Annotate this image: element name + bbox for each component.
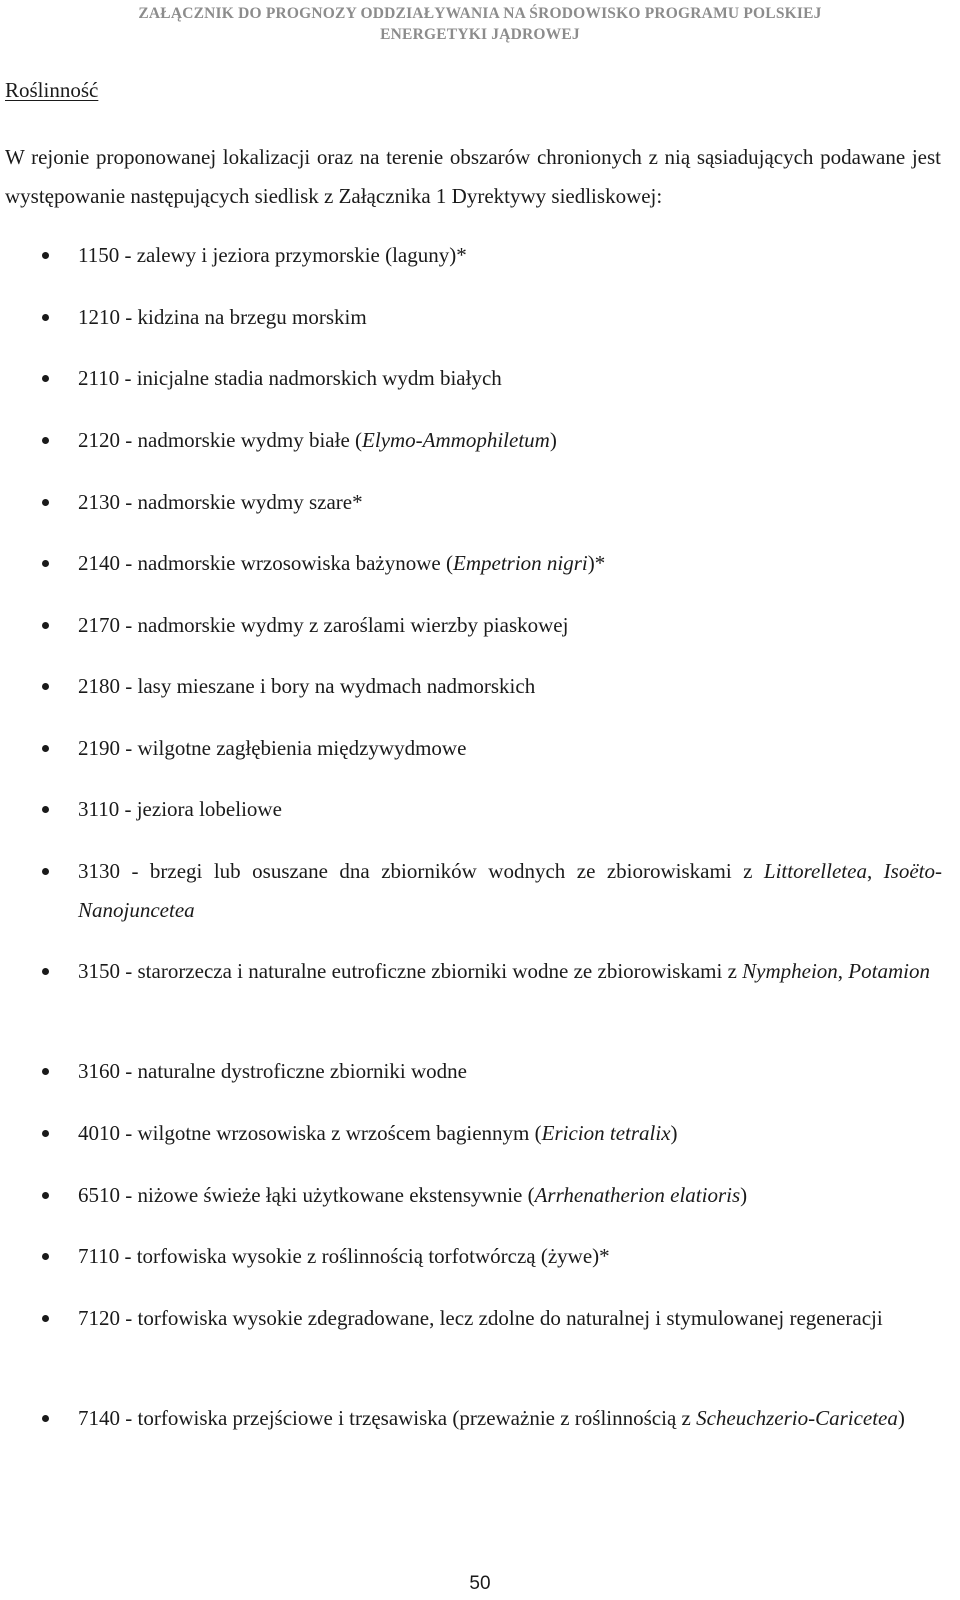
habitat-text [78, 544, 942, 583]
habitat-text-part: ) [740, 1183, 748, 1207]
latin-name: Elymo-Ammophiletum [362, 428, 550, 452]
bullet-icon [42, 1299, 52, 1338]
habitat-text [78, 1114, 942, 1153]
habitat-text-part: 6510 - niżowe świeże łąki użytkowane ekstensywnie ( [78, 1183, 535, 1207]
latin-name: Empetrion nigri [453, 551, 588, 575]
list-item [0, 298, 942, 337]
bullet-icon [42, 359, 52, 398]
bullet-icon [42, 1176, 52, 1215]
latin-name: Potamion [848, 959, 930, 983]
habitat-text-part: ) [897, 1406, 905, 1430]
habitat-text-part: ) [670, 1121, 678, 1145]
bullet-icon [42, 544, 52, 583]
habitat-text-part: 2130 - nadmorskie wydmy szare* [78, 490, 363, 514]
bullet-icon [42, 729, 52, 768]
list-item [0, 359, 942, 398]
habitat-text-part: 3130 - brzegi lub osuszane dna zbiorników wodnych ze zbiorowiskami z [78, 859, 764, 883]
bullet-icon [42, 298, 52, 337]
header-line-2: ENERGETYKI JĄDROWEJ [380, 26, 580, 43]
list-item [0, 483, 942, 522]
habitat-text [78, 421, 942, 460]
latin-name: Nympheion [742, 959, 838, 983]
list-item [0, 1176, 942, 1215]
latin-name: Littorelletea [763, 859, 867, 883]
list-item [0, 1299, 942, 1338]
list-item [0, 790, 942, 829]
list-item [0, 606, 942, 645]
habitat-text-part: 2140 - nadmorskie wrzosowiska bażynowe ( [78, 551, 453, 575]
latin-name: Scheuchzerio-Caricetea [696, 1406, 898, 1430]
habitat-text [78, 1176, 942, 1215]
bullet-icon [42, 1237, 52, 1276]
list-item [0, 1237, 942, 1276]
habitat-text [78, 790, 942, 829]
habitat-text [78, 359, 942, 398]
bullet-icon [42, 852, 52, 891]
habitat-text-part: ) [549, 428, 557, 452]
latin-name: Ericion tetralix [541, 1121, 671, 1145]
header-line-1: ZAŁĄCZNIK DO PROGNOZY ODDZIAŁYWANIA NA ŚRODOWISKO PROGRAMU POLSKIEJ [138, 5, 822, 22]
bullet-icon [42, 606, 52, 645]
bullet-icon [42, 1114, 52, 1153]
list-item [0, 729, 942, 768]
habitat-text-part: 3110 - jeziora lobeliowe [78, 797, 282, 821]
habitat-text [78, 729, 942, 768]
list-item [0, 544, 942, 583]
habitat-text [78, 952, 942, 991]
bullet-icon [42, 236, 52, 275]
list-item [0, 421, 942, 460]
list-item [0, 1114, 942, 1153]
list-item [0, 1399, 942, 1438]
latin-name: Isoëto-Nanojuncetea [78, 859, 942, 922]
habitat-text [78, 298, 942, 337]
habitat-text [78, 236, 942, 275]
habitat-text-part: , [866, 859, 884, 883]
bullet-icon [42, 667, 52, 706]
habitat-text-part: 2110 - inicjalne stadia nadmorskich wydm białych [78, 366, 502, 390]
list-item [0, 952, 942, 991]
habitat-text [78, 1052, 942, 1091]
habitat-text-part: 2170 - nadmorskie wydmy z zaroślami wierzby piaskowej [78, 613, 569, 637]
habitat-text-part: 3160 - naturalne dystroficzne zbiorniki wodne [78, 1059, 467, 1083]
list-item [0, 667, 942, 706]
bullet-icon [42, 1052, 52, 1091]
habitat-text-part: 2190 - wilgotne zagłębienia międzywydmowe [78, 736, 467, 760]
habitat-text [78, 852, 942, 929]
bullet-icon [42, 1399, 52, 1438]
intro-paragraph: W rejonie proponowanej lokalizacji oraz na terenie obszarów chronionych z nią sąsiadujących podawane jest występowanie następujących siedlisk z Załącznika 1 Dyrektywy siedliskowej: [5, 145, 941, 208]
bullet-icon [42, 421, 52, 460]
bullet-icon [42, 790, 52, 829]
list-item [0, 852, 942, 929]
page-header [40, 3, 920, 45]
habitat-text-part: 4010 - wilgotne wrzosowiska z wrzoścem bagiennym ( [78, 1121, 542, 1145]
bullet-icon [42, 483, 52, 522]
habitat-text-part: 3150 - starorzecza i naturalne eutroficzne zbiorniki wodne ze zbiorowiskami z [78, 959, 743, 983]
habitat-text-part: , [837, 959, 849, 983]
habitat-text-part: 7140 - torfowiska przejściowe i trzęsawiska (przeważnie z roślinnością z [78, 1406, 697, 1430]
habitat-text [78, 1299, 942, 1338]
latin-name: Arrhenatherion elatioris [534, 1183, 741, 1207]
habitat-text [78, 483, 942, 522]
habitat-text [78, 1399, 942, 1438]
section-title: Roślinność [5, 78, 99, 102]
list-item [0, 1052, 942, 1091]
habitat-text-part: )* [587, 551, 606, 575]
habitat-text-part: 1210 - kidzina na brzegu morskim [78, 305, 367, 329]
habitat-text [78, 606, 942, 645]
habitat-text-part: 2120 - nadmorskie wydmy białe ( [78, 428, 363, 452]
habitat-text-part: 7120 - torfowiska wysokie zdegradowane, lecz zdolne do naturalnej i stymulowanej regeneracji [78, 1306, 883, 1330]
habitat-text-part: 1150 - zalewy i jeziora przymorskie (laguny)* [78, 243, 467, 267]
page-number: 50 [469, 1573, 491, 1594]
habitat-text-part: 7110 - torfowiska wysokie z roślinnością torfotwórczą (żywe)* [78, 1244, 610, 1268]
bullet-icon [42, 952, 52, 991]
habitat-text-part: 2180 - lasy mieszane i bory na wydmach nadmorskich [78, 674, 536, 698]
list-item [0, 236, 942, 275]
habitat-text [78, 1237, 942, 1276]
habitat-text [78, 667, 942, 706]
